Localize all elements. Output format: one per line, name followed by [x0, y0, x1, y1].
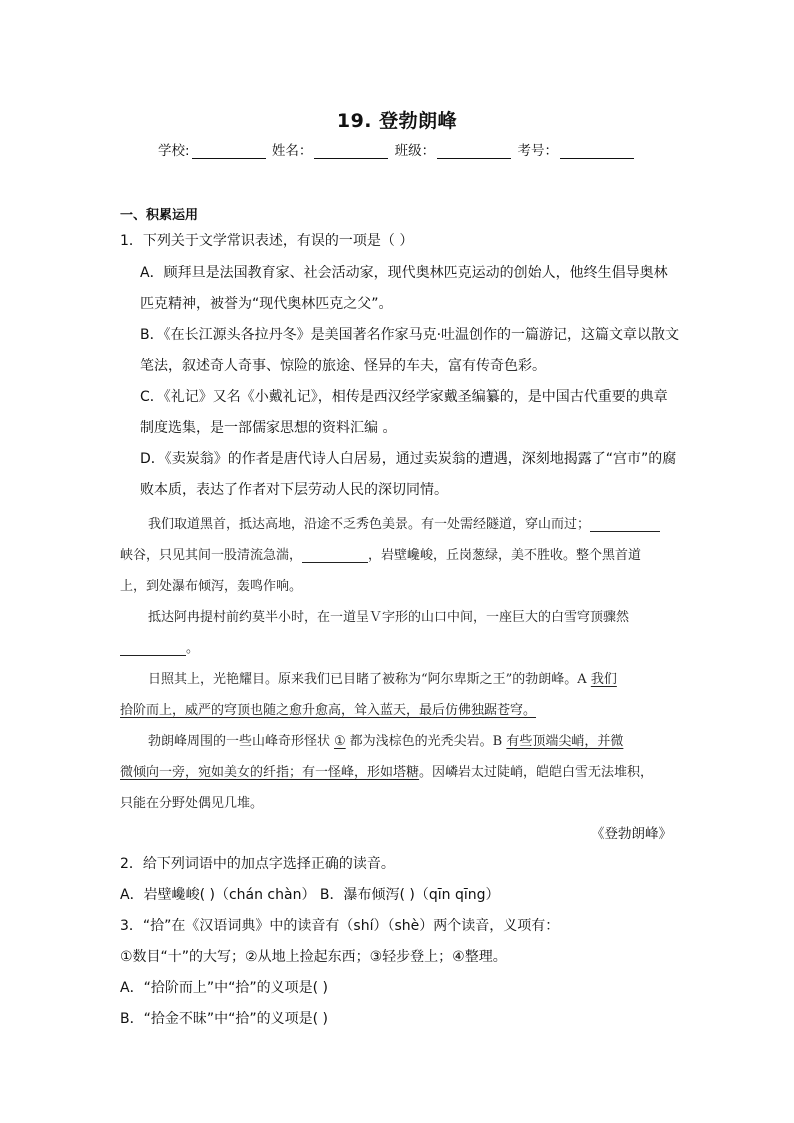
q1-option-c-line2: 制度选集，是一部儒家思想的资料汇编 。	[140, 420, 397, 436]
school-blank[interactable]	[192, 144, 266, 159]
q1-option-d-line1: D．《卖炭翁》的作者是唐代诗人白居易，通过卖炭翁的遭遇，深刻地揭露了“宫市”的腐	[140, 451, 677, 467]
underlined-sentence-a: 我们	[590, 672, 617, 687]
passage-line	[120, 544, 673, 563]
q1-option-a-line1: A．顾拜旦是法国教育家、社会活动家，现代奥林匹克运动的创始人，他终生倡导奥林	[140, 265, 668, 281]
question-3-part-b: B．“拾金不昧”中“拾”的义项是( )	[120, 1011, 328, 1027]
class-label: 班级：	[394, 143, 436, 159]
question-3-part-a: A．“拾阶而上”中“拾”的义项是( )	[120, 980, 328, 996]
passage-line	[120, 699, 673, 718]
blank-marker-1[interactable]	[330, 734, 350, 749]
page-title: 19. 登勃朗峰	[336, 110, 458, 132]
blank-number: ①	[334, 734, 346, 749]
passage-line	[148, 513, 701, 532]
q1-option-a-line2: 匹克精神，被誉为“现代奥林匹克之父”。	[140, 296, 393, 312]
class-blank[interactable]	[437, 144, 511, 159]
passage-line: 只能在分野处偶见几堆。	[120, 796, 264, 811]
underlined-sentence-b: 微倾向一旁，宛如美女的纤指；有一怪峰，形如塔糖	[120, 765, 420, 780]
passage-line: 上，到处瀑布倾泻，轰鸣作响。	[120, 579, 303, 594]
question-3-meanings: ①数目“十”的大写；②从地上捡起东西；③轻步登上；④整理。	[120, 949, 507, 965]
q1-option-b-line1: B．《在长江源头各拉丹冬》是美国著名作家马克·吐温创作的一篇游记，这篇文章以散文	[140, 327, 680, 343]
passage-text: 峡谷，只见其间一股清流急湍，	[120, 548, 303, 563]
underlined-sentence-a: 拾阶而上，威严的穹顶也随之愈升愈高，耸入蓝天，最后仿佛独踞苍穹。	[120, 703, 537, 718]
exam-number-blank[interactable]	[560, 144, 634, 159]
student-info-row	[0, 139, 794, 159]
passage-text: 。	[186, 641, 200, 656]
q1-option-d-line2: 败本质，表达了作者对下层劳动人民的深切同情。	[140, 482, 448, 498]
exam-number-label: 考号：	[517, 143, 558, 159]
passage-text: 勃朗峰周围的一些山峰奇形怪状	[148, 734, 331, 749]
passage-blank[interactable]	[120, 642, 186, 656]
name-blank[interactable]	[314, 144, 388, 159]
passage-line: 抵达阿冉提村前约莫半小时，在一道呈Ｖ字形的山口中间，一座巨大的白雪穹顶骤然	[148, 610, 630, 625]
passage-line	[120, 761, 673, 780]
question-1-stem: 1．下列关于文学常识表述，有误的一项是（ ）	[120, 233, 414, 249]
question-2-stem: 2．给下列词语中的加点字选择正确的读音。	[120, 856, 395, 872]
q1-option-b-line2: 笔法，叙述奇人奇事、惊险的旅途、怪异的车夫，富有传奇色彩。	[140, 358, 546, 374]
question-3-stem: 3．“拾”在《汉语词典》中的读音有（shí）（shè）两个读音，义项有：	[120, 918, 560, 934]
passage-line	[148, 730, 701, 749]
passage-line	[120, 637, 673, 656]
passage-text: 都为浅棕色的光秃尖岩。B	[349, 734, 507, 749]
question-2-options: A．岩壁巉峻( )（chán chàn） B．瀑布倾泻( )（qīn qīng）	[120, 887, 500, 903]
passage-blank[interactable]	[590, 518, 660, 532]
name-label: 姓名：	[271, 143, 313, 159]
passage-text: ，岩壁巉峻，丘岗葱绿，美不胜收。整个黑首道	[368, 548, 642, 563]
passage-source: 《登勃朗峰》	[591, 826, 672, 842]
underlined-sentence-b: 有些顶端尖峭，并微	[506, 734, 624, 749]
passage-line	[148, 668, 701, 687]
passage-text: 我们取道黑首，抵达高地，沿途不乏秀色美景。有一处需经隧道，穿山而过；	[148, 517, 591, 532]
q1-option-c-line1: C．《礼记》又名《小戴礼记》，相传是西汉经学家戴圣编纂的，是中国古代重要的典章	[140, 389, 668, 405]
section-heading: 一、积累运用	[120, 208, 199, 223]
passage-text: 日照其上，光艳耀目。原来我们已目睹了被称为“阿尔卑斯之王”的勃朗峰。A	[148, 672, 591, 687]
school-label: 学校:	[158, 143, 190, 159]
passage-blank[interactable]	[302, 549, 368, 563]
passage-text: 。因嶙岩太过陡峭，皑皑白雪无法堆积，	[419, 765, 654, 780]
